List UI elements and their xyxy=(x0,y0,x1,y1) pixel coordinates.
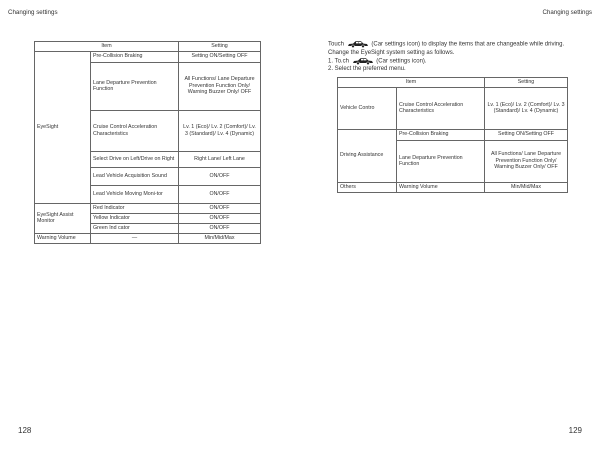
table-row xyxy=(35,51,261,62)
page-header-left: Changing settings xyxy=(8,9,58,16)
settings-table-left xyxy=(34,41,261,244)
group-label-others: Others xyxy=(338,182,397,192)
item-cell: Lead Vehicle Moving Moni-tor xyxy=(91,185,179,203)
group-label-eyesight: EyeSight xyxy=(35,51,91,203)
item-cell: Lane Departure Prevention Function xyxy=(397,140,485,182)
group-label-warning-volume: Warning Volume xyxy=(35,233,91,243)
table-row xyxy=(35,233,261,243)
page-header-right: Changing settings xyxy=(542,9,592,16)
settings-table-right xyxy=(337,77,568,193)
item-cell: Green Ind cator xyxy=(91,223,179,233)
column-header-setting: Setting xyxy=(485,78,568,88)
item-cell: Select Drive on Left/Drive on Right xyxy=(91,151,179,167)
page-number-right: 129 xyxy=(568,426,582,435)
intro-step-1 xyxy=(328,57,583,66)
setting-cell: Lv. 1 (Eco)/ Lv. 2 (Comfort)/ Lv. 3 (Standard)/ Lv. 4 (Dynamic) xyxy=(179,110,261,151)
setting-cell: Setting ON/Setting OFF xyxy=(179,51,261,62)
setting-cell: ON/OFF xyxy=(179,185,261,203)
group-label-assist-monitor: EyeSight Assist Monitor xyxy=(35,203,91,233)
table-header-row xyxy=(338,78,568,88)
column-header-item: Item xyxy=(35,42,179,52)
setting-cell: Lv. 1 (Eco)/ Lv. 2 (Comfort)/ Lv. 3 (Standard)/ Lv. 4 (Dynamic) xyxy=(485,87,568,129)
group-label-driving-assistance: Driving Assistance xyxy=(338,129,397,182)
item-cell: Pre-Collision Braking xyxy=(397,129,485,140)
table-header-row xyxy=(35,42,261,52)
setting-cell: ON/OFF xyxy=(179,223,261,233)
table-row xyxy=(338,129,568,140)
page-number-left: 128 xyxy=(18,426,32,435)
group-label-vehicle-control: Vehicle Contro xyxy=(338,87,397,129)
intro-text xyxy=(328,40,583,74)
intro-line-1 xyxy=(328,40,583,49)
intro-step-1-end: (Car settings icon). xyxy=(376,58,427,65)
intro-line-1-start: Touch xyxy=(328,41,345,48)
intro-line-1-end: (Car settings icon) to display the items that are changeable while driving. xyxy=(371,41,565,48)
item-cell: Yellow Indicator xyxy=(91,213,179,223)
column-header-setting: Setting xyxy=(179,42,261,52)
setting-cell: All Functions/ Lane Departure Prevention Function Only/ Warning Buzzer Only/ OFF xyxy=(179,62,261,110)
item-cell: Lane Departure Prevention Function xyxy=(91,62,179,110)
item-cell: Pre-Collision Braking xyxy=(91,51,179,62)
item-cell: Lead Vehicle Acquisition Sound xyxy=(91,167,179,185)
item-cell: Cruise Control Acceleration Characteristics xyxy=(91,110,179,151)
column-header-item: Item xyxy=(338,78,485,88)
setting-cell: Min/Mid/Max xyxy=(485,182,568,192)
intro-step-2: 2. Select the preferred menu. xyxy=(328,66,406,73)
item-cell: — xyxy=(91,233,179,243)
car-settings-icon xyxy=(352,57,374,65)
setting-cell: Right Lane/ Left Lane xyxy=(179,151,261,167)
table-row xyxy=(338,87,568,129)
intro-step-1-start: 1. To.ch xyxy=(328,58,349,65)
item-cell: Cruise Control Acceleration Characteristics xyxy=(397,87,485,129)
setting-cell: Min/Mid/Max xyxy=(179,233,261,243)
intro-line-2: Change the EyeSight system setting as follows. xyxy=(328,49,455,56)
car-settings-icon xyxy=(347,40,369,48)
setting-cell: ON/OFF xyxy=(179,213,261,223)
setting-cell: ON/OFF xyxy=(179,167,261,185)
item-cell: Warning Volume xyxy=(397,182,485,192)
table-row xyxy=(338,182,568,192)
item-cell: Red Indicator xyxy=(91,203,179,213)
setting-cell: ON/OFF xyxy=(179,203,261,213)
table-row xyxy=(35,203,261,213)
setting-cell: All Functions/ Lane Departure Prevention Function Only/ Warning Buzzer Only/ OFF xyxy=(485,140,568,182)
setting-cell: Setting ON/Setting OFF xyxy=(485,129,568,140)
